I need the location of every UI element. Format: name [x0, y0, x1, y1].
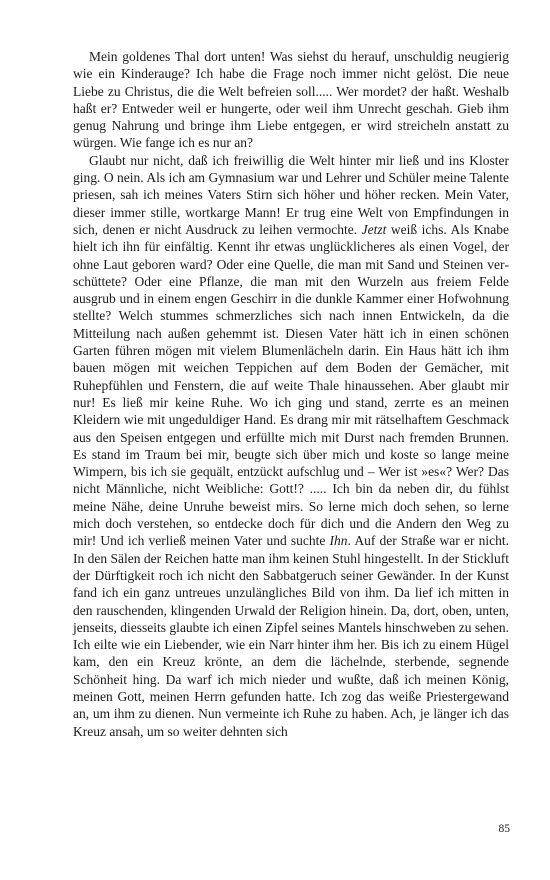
emphasized-text: Jetzt — [361, 221, 387, 237]
paragraph-1 — [73, 48, 509, 152]
page-body — [73, 48, 509, 740]
emphasized-text: Ihn — [329, 533, 348, 549]
page-number: 85 — [498, 823, 510, 835]
text-run: weiß ichs. Als Knabe hielt ich ihn für einfältig. Kennt ihr etwas unglücklicheres als einen Vogel, der ohne Laut geboren ward? Oder eine Quelle, die man mit Sand und Steinen verschüttete? Oder eine Pflanze, die man mit den Wurzeln aus freiem Felde ausgrub und in einem engen Geschirr in die dunkle Kammer einer Hofwohnung stellte? Welch stummes schmerzliches sich nach innen Entwickeln, da die Mitteilung nach außen gehemmt ist. Diesen Vater hätt ich in einen schönen Garten führen mögen mit vielem Blumenlächeln darin. Ein Haus hätt ich ihm bauen mögen mit weichen Teppichen auf dem Boden der Gemächer, mit Ruhepfühlen und Fenstern, die auf weite Thale hinaussehen. Aber glaubt mir nur! Es ließ mir keine Ruhe. Wo ich ging und stand, zerrte es an meinen Kleidern wie mit ungeduldiger Hand. Es drang mir mit rätselhaftem Geschmack aus den Speisen entgegen und erfüllte mich mit Durst nach fremden Brunnen. Es stand im Traum bei mir, beugte sich über mich und koste so lange meine Wimpern, bis ich sie gequält, entzückt aufschlug und – Wer ist »es«? Wer? Das nicht Männliche, nicht Weibliche: Gott!? ..... Ich bin da neben dir, du fühlst meine Nähe, deine Unruhe beweist mirs. So lerne mich doch sehen, so lerne mich doch verstehen, so entdecke doch für dich und die Andern den Weg zu mir! Und ich verließ meinen Vater und suchte — [73, 221, 509, 549]
text-run: Mein goldenes Thal dort unten! Was siehst du herauf, unschuldig neugierig wie ein Kinderauge? Ich habe die Frage noch immer nicht gelöst. Die neue Liebe zu Christus, die die Welt befreien soll..... Wer mordet? der haßt. Weshalb haßt er? Entweder weil er hungerte, oder weil ihm Unrecht geschah. Gieb ihm genug Nahrung und bringe ihm Liebe entgegen, er wird streicheln anstatt zu würgen. Wie fange ich es nur an? — [73, 49, 509, 151]
paragraph-2 — [73, 152, 509, 740]
text-run: . Auf der Straße war er nicht. In den Sälen der Reichen hatte man ihm keinen Stuhl hingestellt. In der Stickluft der Dürftigkeit roch ich nicht den Sabbatgeruch seiner Gewänder. In der Kunst fand ich ein ganz untreues unzulängliches Bild von ihm. Da lief ich mitten in den rauschenden, klingenden Urwald der Religion hinein. Da, dort, oben, unten, jenseits, diesseits glaubte ich einen Zipfel seines Mantels hinschweben zu sehen. Ich eilte wie ein Liebender, wie ein Narr hinter ihm her. Bis ich zu einem Hügel kam, den ein Kreuz krönte, an dem die lächelnde, sterbende, segnende Schönheit hing. Da warf ich mich nieder und wußte, daß ich meinen König, meinen Gott, meinen Herrn gefunden hatte. Ich zog das weiße Priestergewand an, um ihm zu dienen. Nun vermeinte ich Ruhe zu haben. Ach, je länger ich das Kreuz ansah, um so weiter dehnten sich — [73, 533, 509, 739]
text-run: Glaubt nur nicht, daß ich freiwillig die Welt hinter mir ließ und ins Kloster ging. O nein. Als ich am Gymnasium war und Lehrer und Schüler meine Talente priesen, sah ich meines Vaters Stirn sich höher und höher recken. Mein Vater, dieser immer stille, wortkarge Mann! Er trug eine Welt von Empfindungen in sich, denen er nicht Ausdruck zu leihen vermochte. — [73, 152, 509, 237]
